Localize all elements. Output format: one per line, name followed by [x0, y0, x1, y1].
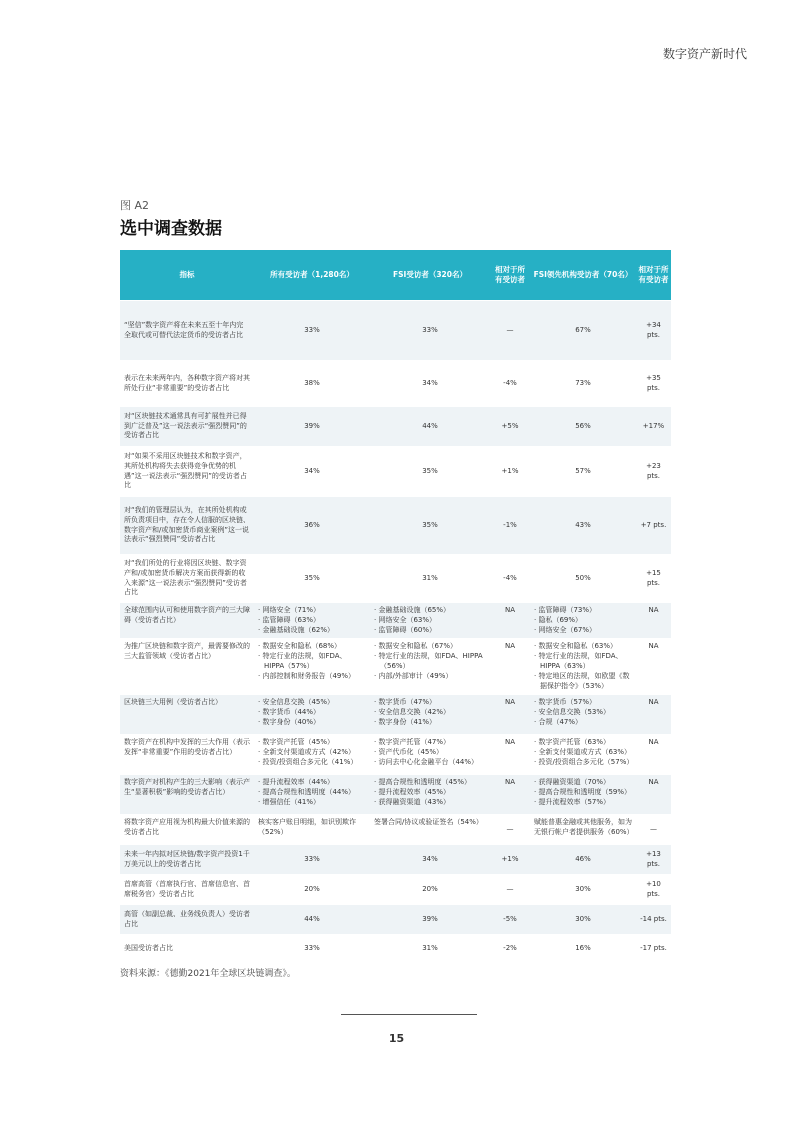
- list-entry: · 数据安全和隐私（67%）: [374, 642, 458, 651]
- col-header-relative-2: 相对于所有受访者: [636, 250, 671, 301]
- cell-relative-2: NA: [636, 603, 671, 639]
- row-indicator: “坚信”数字资产将在未来五至十年内完全取代或可替代法定货币的受访者占比: [120, 301, 254, 361]
- list-entry: · 提升流程效率（45%）: [374, 788, 451, 797]
- cell-relative-1: —: [490, 301, 530, 361]
- cell-fsi: 44%: [370, 407, 490, 447]
- cell-all: 34%: [254, 447, 370, 497]
- list-entry: · 数字资产托管（45%）: [258, 738, 335, 747]
- list-entry: · 数字资产托管（63%）: [534, 738, 611, 747]
- cell-all: 33%: [254, 935, 370, 963]
- cell-all: 38%: [254, 361, 370, 407]
- cell-relative-2: +23 pts.: [636, 447, 671, 497]
- page-number: 15: [388, 1032, 405, 1045]
- cell-leader: [530, 603, 636, 639]
- figure-title: 选中调查数据: [120, 219, 222, 239]
- list-entry: · 投资/投资组合多元化（41%）: [258, 757, 358, 766]
- list-entry: · 提高合规性和透明度（45%）: [374, 778, 472, 787]
- table-row: [120, 815, 671, 845]
- table-row: [120, 905, 671, 935]
- cell-relative-1: -4%: [490, 361, 530, 407]
- cell-fsi: 35%: [370, 447, 490, 497]
- cell-all: 36%: [254, 497, 370, 555]
- table-row: [120, 301, 671, 361]
- list-entry: · 投资/投资组合多元化（57%）: [534, 757, 634, 766]
- cell-relative-2: NA: [636, 775, 671, 815]
- list-entry: · 数字货币（44%）: [258, 708, 321, 717]
- list-entry: · 内部/外部审计（49%）: [374, 671, 453, 680]
- table-row: [120, 361, 671, 407]
- source-note: 资料来源：《德勤2021年全球区块链调查》。: [120, 969, 296, 979]
- list-entry: · 提高合规性和透明度（44%）: [258, 788, 356, 797]
- row-indicator: 未来一年内拟对区块链/数字资产投资1千万美元以上的受访者占比: [120, 845, 254, 875]
- cell-leader: [530, 775, 636, 815]
- table-row: [120, 639, 671, 695]
- table-row: [120, 555, 671, 603]
- list-entry: · 数据安全和隐私（68%）: [258, 642, 342, 651]
- table-row: [120, 775, 671, 815]
- cell-relative-2: -14 pts.: [636, 905, 671, 935]
- cell-fsi: 31%: [370, 935, 490, 963]
- cell-relative-1: +1%: [490, 845, 530, 875]
- list-entry: · 访问去中心化金融平台（44%）: [374, 757, 479, 766]
- cell-relative-2: +10 pts.: [636, 875, 671, 905]
- cell-fsi: 31%: [370, 555, 490, 603]
- list-entry: · 安全信息交换（42%）: [374, 708, 451, 717]
- cell-all: 核实客户账目明细，如识别欺诈（52%）: [254, 815, 370, 845]
- cell-relative-2: -17 pts.: [636, 935, 671, 963]
- list-entry: · 资产代币化（45%）: [374, 748, 444, 757]
- cell-all: 20%: [254, 875, 370, 905]
- list-entry: · 监管障碍（60%）: [374, 625, 437, 634]
- list-entry: · 隐私（69%）: [534, 615, 583, 624]
- row-indicator: 对“我们的管理层认为，在其所处机构或所负责项目中，存在令人信服的区块链、数字资产和/或加密货币商业案例”这一说法表示“强烈赞同”受访者占比: [120, 497, 254, 555]
- list-entry: · 监管障碍（73%）: [534, 606, 597, 614]
- cell-relative-1: NA: [490, 639, 530, 695]
- row-indicator: 将数字资产应用视为机构最大价值来源的受访者占比: [120, 815, 254, 845]
- list-entry: · 全新支付渠道或方式（42%）: [258, 748, 356, 757]
- cell-fsi: [370, 775, 490, 815]
- list-entry: · 金融基础设施（62%）: [258, 625, 335, 634]
- cell-leader: 50%: [530, 555, 636, 603]
- row-indicator: 首席高管（首席执行官、首席信息官、首席税务官）受访者占比: [120, 875, 254, 905]
- cell-leader: [530, 735, 636, 775]
- row-indicator: 区块链三大用例（受访者占比）: [120, 695, 254, 735]
- cell-fsi: [370, 735, 490, 775]
- list-entry: · 数字身份（41%）: [374, 717, 437, 726]
- row-indicator: 表示在未来两年内，各种数字资产将对其所处行业“非常重要”的受访者占比: [120, 361, 254, 407]
- row-indicator: 对“区块链技术通常具有可扩展性并已得到广泛普及”这一说法表示“强烈赞同”的受访者占比: [120, 407, 254, 447]
- cell-fsi: 20%: [370, 875, 490, 905]
- list-entry: · 全新支付渠道或方式（63%）: [534, 748, 632, 757]
- list-entry: · 网络安全（71%）: [258, 606, 321, 614]
- col-header-all: 所有受访者（1,280名）: [254, 250, 370, 301]
- list-entry: · 增强信任（41%）: [258, 797, 321, 806]
- cell-all: [254, 775, 370, 815]
- figure-label: 图 A2: [120, 199, 150, 212]
- cell-fsi: 34%: [370, 361, 490, 407]
- cell-leader: 57%: [530, 447, 636, 497]
- cell-relative-1: -1%: [490, 497, 530, 555]
- cell-relative-2: +15 pts.: [636, 555, 671, 603]
- footer-divider: [341, 1014, 477, 1015]
- list-entry: · 数字货币（57%）: [534, 698, 597, 707]
- cell-fsi: [370, 695, 490, 735]
- cell-relative-2: +7 pts.: [636, 497, 671, 555]
- cell-relative-1: NA: [490, 695, 530, 735]
- list-entry: · 网络安全（63%）: [374, 615, 437, 624]
- cell-fsi: [370, 639, 490, 695]
- cell-relative-2: NA: [636, 639, 671, 695]
- cell-all: [254, 603, 370, 639]
- list-entry: · 数字资产托管（47%）: [374, 738, 451, 747]
- cell-relative-1: -2%: [490, 935, 530, 963]
- cell-leader: 16%: [530, 935, 636, 963]
- cell-leader: 56%: [530, 407, 636, 447]
- table-row: [120, 735, 671, 775]
- list-entry: · 合规（47%）: [534, 717, 583, 726]
- cell-all: 44%: [254, 905, 370, 935]
- list-entry: · 特定行业的法规，如FDA、HIPPA（63%）: [534, 652, 623, 670]
- list-entry: · 数字身份（40%）: [258, 717, 321, 726]
- row-indicator: 数字资产对机构产生的三大影响（表示产生“显著积极”影响的受访者占比）: [120, 775, 254, 815]
- list-entry: · 提高合规性和透明度（59%）: [534, 788, 632, 797]
- cell-all: [254, 639, 370, 695]
- list-entry: · 特定行业的法规，如FDA、HIPPA（57%）: [258, 652, 347, 670]
- row-indicator: 美国受访者占比: [120, 935, 254, 963]
- row-indicator: 对“我们所处的行业将因区块链、数字资产和/或加密货币解决方案而获得新的收入来源”这一说法表示“强烈赞同”受访者占比: [120, 555, 254, 603]
- list-entry: · 数据安全和隐私（63%）: [534, 642, 618, 651]
- list-entry: · 网络安全（67%）: [534, 625, 597, 634]
- table-row: [120, 407, 671, 447]
- cell-all: 35%: [254, 555, 370, 603]
- list-entry: · 特定行业的法规，如FDA、HIPPA（56%）: [374, 652, 483, 670]
- cell-all: 33%: [254, 845, 370, 875]
- table-row: [120, 497, 671, 555]
- cell-relative-1: NA: [490, 735, 530, 775]
- table-row: [120, 447, 671, 497]
- cell-relative-2: +35 pts.: [636, 361, 671, 407]
- list-entry: · 内部控制和财务报告（49%）: [258, 671, 356, 680]
- cell-leader: [530, 695, 636, 735]
- cell-leader: 67%: [530, 301, 636, 361]
- cell-fsi: 39%: [370, 905, 490, 935]
- cell-relative-1: NA: [490, 603, 530, 639]
- cell-fsi: 35%: [370, 497, 490, 555]
- table-row: [120, 845, 671, 875]
- cell-fsi: [370, 603, 490, 639]
- list-entry: · 安全信息交换（53%）: [534, 708, 611, 717]
- table-row: [120, 875, 671, 905]
- col-header-fsi: FSI受访者（320名）: [370, 250, 490, 301]
- cell-relative-2: NA: [636, 735, 671, 775]
- row-indicator: 为推广区块链和数字资产，最需要修改的三大监管领域（受访者占比）: [120, 639, 254, 695]
- cell-leader: 30%: [530, 875, 636, 905]
- col-header-relative-1: 相对于所有受访者: [490, 250, 530, 301]
- row-indicator: 全球范围内认可和使用数字资产的三大障碍（受访者占比）: [120, 603, 254, 639]
- row-indicator: 对“如果不采用区块链技术和数字资产，其所处机构将失去获得竞争优势的机遇”这一说法表示“强烈赞同”的受访者占比: [120, 447, 254, 497]
- cell-all: [254, 735, 370, 775]
- cell-relative-1: +1%: [490, 447, 530, 497]
- list-entry: · 获得融资渠道（43%）: [374, 797, 451, 806]
- list-entry: · 监管障碍（63%）: [258, 615, 321, 624]
- cell-all: 33%: [254, 301, 370, 361]
- table-header-row: [120, 250, 671, 301]
- list-entry: · 提升流程效率（44%）: [258, 778, 335, 787]
- table-row: [120, 695, 671, 735]
- cell-relative-1: NA: [490, 775, 530, 815]
- cell-all: 39%: [254, 407, 370, 447]
- cell-relative-1: -5%: [490, 905, 530, 935]
- list-entry: · 金融基础设施（65%）: [374, 606, 451, 614]
- cell-relative-2: —: [636, 815, 671, 845]
- cell-leader: 43%: [530, 497, 636, 555]
- cell-relative-2: +13 pts.: [636, 845, 671, 875]
- cell-relative-2: +17%: [636, 407, 671, 447]
- cell-fsi: 34%: [370, 845, 490, 875]
- col-header-leader: FSI领先机构受访者（70名）: [530, 250, 636, 301]
- col-header-indicator: 指标: [120, 250, 254, 301]
- running-header: 数字资产新时代: [662, 47, 747, 61]
- cell-relative-1: —: [490, 875, 530, 905]
- cell-fsi: 签署合同/协议或验证签名（54%）: [370, 815, 490, 845]
- list-entry: · 安全信息交换（45%）: [258, 698, 335, 707]
- cell-fsi: 33%: [370, 301, 490, 361]
- cell-leader: 46%: [530, 845, 636, 875]
- row-indicator: 数字资产在机构中发挥的三大作用（表示发挥“非常重要”作用的受访者占比）: [120, 735, 254, 775]
- cell-leader: 73%: [530, 361, 636, 407]
- cell-relative-2: +34 pts.: [636, 301, 671, 361]
- cell-relative-1: +5%: [490, 407, 530, 447]
- row-indicator: 高管（如副总裁、业务线负责人）受访者占比: [120, 905, 254, 935]
- cell-leader: [530, 639, 636, 695]
- cell-leader: 30%: [530, 905, 636, 935]
- list-entry: · 数字货币（47%）: [374, 698, 437, 707]
- survey-table: [120, 250, 671, 963]
- cell-all: [254, 695, 370, 735]
- survey-table-container: [120, 250, 671, 963]
- cell-relative-2: NA: [636, 695, 671, 735]
- cell-leader: 赋能普惠金融或其他服务，如为无银行帐户者提供服务（60%）: [530, 815, 636, 845]
- list-entry: · 特定地区的法规，如欧盟《数据保护指令》（53%）: [534, 671, 630, 690]
- cell-relative-1: —: [490, 815, 530, 845]
- table-row: [120, 603, 671, 639]
- cell-relative-1: -4%: [490, 555, 530, 603]
- list-entry: · 提升流程效率（57%）: [534, 797, 611, 806]
- list-entry: · 获得融资渠道（70%）: [534, 778, 611, 787]
- table-row: [120, 935, 671, 963]
